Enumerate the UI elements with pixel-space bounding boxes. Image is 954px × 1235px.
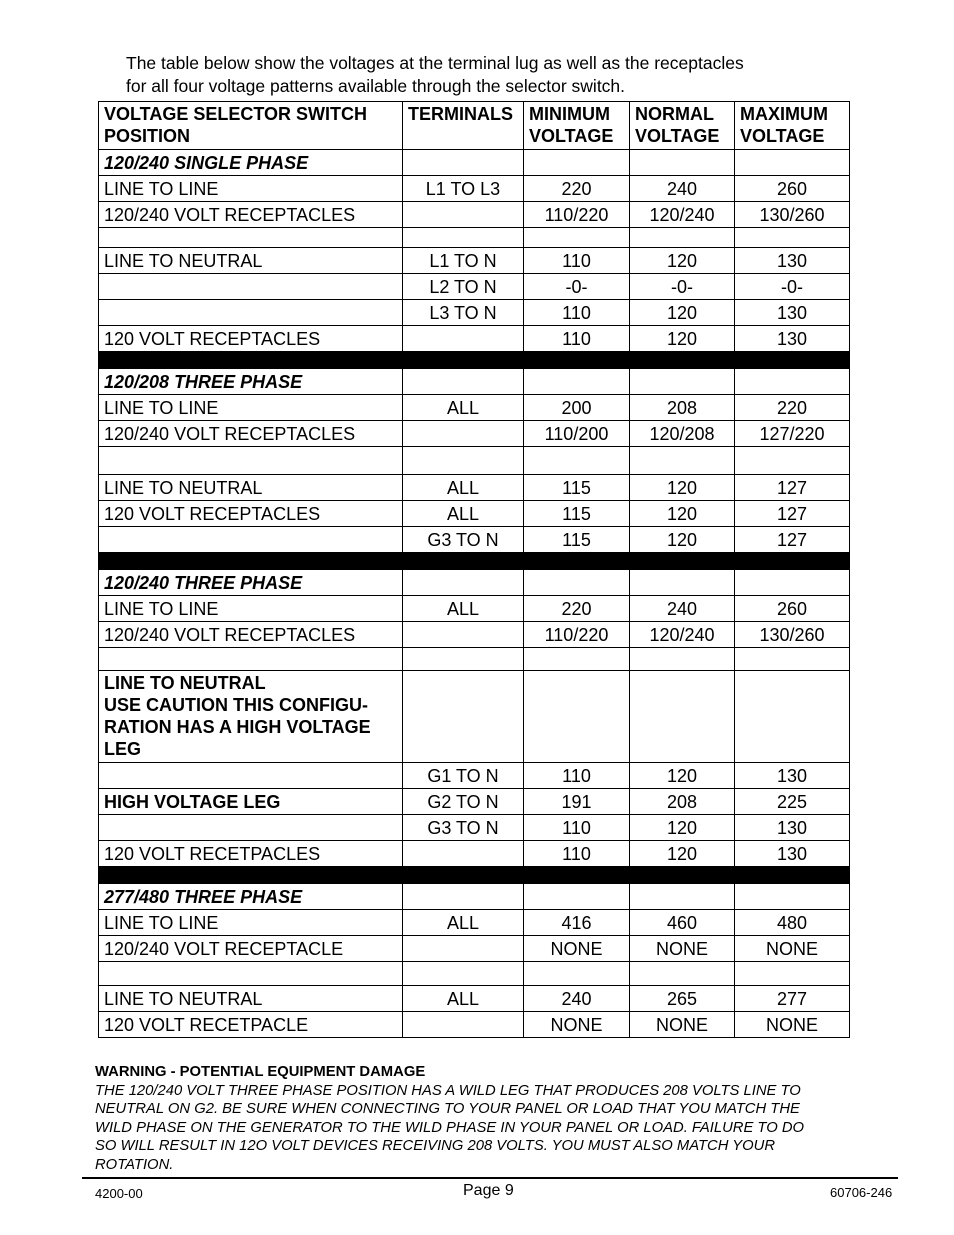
section-title: 277/480 THREE PHASE <box>99 884 403 910</box>
cell-terminals <box>403 326 524 352</box>
cell-normal: NONE <box>630 936 735 962</box>
caution-text <box>99 671 403 763</box>
cell-normal: 240 <box>630 176 735 202</box>
table-row <box>99 300 850 326</box>
table-row <box>99 248 850 274</box>
cell-maximum: 127 <box>735 501 850 527</box>
blank-row <box>99 228 850 248</box>
blank-row <box>99 962 850 986</box>
cell-terminals: G2 TO N <box>403 789 524 815</box>
footer-divider <box>82 1177 898 1179</box>
cell-maximum: 225 <box>735 789 850 815</box>
cell-position: 120 VOLT RECETPACLE <box>99 1012 403 1038</box>
blank-row <box>99 447 850 475</box>
warning-line: SO WILL RESULT IN 12O VOLT DEVICES RECEIVING 208 VOLTS. YOU MUST ALSO MATCH YOUR <box>95 1138 776 1155</box>
cell-maximum: 220 <box>735 395 850 421</box>
cell-position: 120 VOLT RECEPTACLES <box>99 326 403 352</box>
cell-terminals: L2 TO N <box>403 274 524 300</box>
intro-line: for all four voltage patterns available through the selector switch. <box>126 76 626 96</box>
cell-position <box>99 527 403 553</box>
cell-position: LINE TO LINE <box>99 395 403 421</box>
cell-minimum: 110 <box>524 326 630 352</box>
table-row <box>99 936 850 962</box>
cell-minimum: 110/220 <box>524 622 630 648</box>
cell-position: 120/240 VOLT RECEPTACLES <box>99 202 403 228</box>
cell-position: 120/240 VOLT RECEPTACLES <box>99 622 403 648</box>
section-title: 120/208 THREE PHASE <box>99 369 403 395</box>
cell-maximum: 130 <box>735 841 850 867</box>
cell-minimum: 115 <box>524 475 630 501</box>
cell-terminals: G3 TO N <box>403 815 524 841</box>
cell-maximum: NONE <box>735 936 850 962</box>
cell-minimum: 110/200 <box>524 421 630 447</box>
cell-maximum: 130/260 <box>735 202 850 228</box>
cell-maximum: NONE <box>735 1012 850 1038</box>
cell-maximum: 130/260 <box>735 622 850 648</box>
header-position: VOLTAGE SELECTOR SWITCH POSITION <box>99 102 403 150</box>
cell-minimum: NONE <box>524 1012 630 1038</box>
warning-line: WILD PHASE ON THE GENERATOR TO THE WILD PHASE IN YOUR PANEL OR LOAD. FAILURE TO DO <box>95 1119 805 1136</box>
cell-terminals <box>403 841 524 867</box>
header-minimum: MINIMUM VOLTAGE <box>524 102 630 150</box>
footer-doc-number: 4200-00 <box>95 1186 143 1201</box>
table-row <box>99 395 850 421</box>
table-row <box>99 274 850 300</box>
cell-minimum: 220 <box>524 596 630 622</box>
cell-normal: 460 <box>630 910 735 936</box>
table-row <box>99 501 850 527</box>
warning-block <box>95 1063 865 1175</box>
cell-maximum: 127/220 <box>735 421 850 447</box>
cell-normal: 120/208 <box>630 421 735 447</box>
caution-line: USE CAUTION THIS CONFIGU- <box>104 695 368 715</box>
table-row <box>99 326 850 352</box>
cell-minimum: 191 <box>524 789 630 815</box>
intro-line: The table below show the voltages at the terminal lug as well as the receptacles <box>126 53 744 73</box>
cell-terminals: ALL <box>403 501 524 527</box>
warning-line: THE 120/240 VOLT THREE PHASE POSITION HAS A WILD LEG THAT PRODUCES 208 VOLTS LINE TO <box>95 1082 801 1099</box>
warning-line: ROTATION. <box>95 1156 174 1173</box>
cell-maximum: 130 <box>735 248 850 274</box>
cell-normal: 120 <box>630 815 735 841</box>
cell-normal: 120 <box>630 763 735 789</box>
cell-terminals: ALL <box>403 986 524 1012</box>
table-row <box>99 527 850 553</box>
cell-terminals <box>403 202 524 228</box>
cell-maximum: 480 <box>735 910 850 936</box>
cell-position: 120 VOLT RECEPTACLES <box>99 501 403 527</box>
cell-terminals: ALL <box>403 395 524 421</box>
cell-normal: 240 <box>630 596 735 622</box>
section-title: 120/240 THREE PHASE <box>99 570 403 596</box>
cell-normal: -0- <box>630 274 735 300</box>
footer-page-number: Page 9 <box>463 1182 514 1199</box>
table-row <box>99 763 850 789</box>
caution-line: LINE TO NEUTRAL <box>104 673 266 693</box>
section-title-row <box>99 150 850 176</box>
cell-position: LINE TO LINE <box>99 176 403 202</box>
cell-minimum: 110/220 <box>524 202 630 228</box>
cell-maximum: 130 <box>735 763 850 789</box>
cell-minimum: 416 <box>524 910 630 936</box>
header-maximum: MAXIMUM VOLTAGE <box>735 102 850 150</box>
cell-minimum: 115 <box>524 501 630 527</box>
warning-line: NEUTRAL ON G2. BE SURE WHEN CONNECTING TO YOUR PANEL OR LOAD THAT YOU MATCH THE <box>95 1101 800 1118</box>
table-row <box>99 475 850 501</box>
cell-position <box>99 763 403 789</box>
cell-minimum: 110 <box>524 841 630 867</box>
cell-position: LINE TO NEUTRAL <box>99 475 403 501</box>
cell-terminals: L1 TO N <box>403 248 524 274</box>
cell-minimum: 110 <box>524 300 630 326</box>
cell-maximum: 127 <box>735 475 850 501</box>
table-row <box>99 841 850 867</box>
cell-minimum: 110 <box>524 248 630 274</box>
cell-minimum: 220 <box>524 176 630 202</box>
section-title-row <box>99 570 850 596</box>
cell-terminals: ALL <box>403 910 524 936</box>
cell-normal: 208 <box>630 395 735 421</box>
cell-maximum: 260 <box>735 596 850 622</box>
cell-normal: 120 <box>630 501 735 527</box>
cell-minimum: 200 <box>524 395 630 421</box>
table-row <box>99 1012 850 1038</box>
cell-terminals: G1 TO N <box>403 763 524 789</box>
cell-normal: NONE <box>630 1012 735 1038</box>
intro-text <box>126 52 846 98</box>
cell-position: 120/240 VOLT RECEPTACLE <box>99 936 403 962</box>
cell-normal: 120 <box>630 300 735 326</box>
table-row <box>99 622 850 648</box>
cell-terminals <box>403 1012 524 1038</box>
caution-row <box>99 671 850 763</box>
cell-position <box>99 274 403 300</box>
cell-maximum: 130 <box>735 300 850 326</box>
cell-normal: 120 <box>630 475 735 501</box>
section-divider <box>99 352 850 369</box>
warning-title: WARNING - POTENTIAL EQUIPMENT DAMAGE <box>95 1064 426 1080</box>
cell-terminals: ALL <box>403 475 524 501</box>
cell-maximum: 127 <box>735 527 850 553</box>
cell-position <box>99 815 403 841</box>
blank-row <box>99 648 850 671</box>
cell-normal: 120 <box>630 841 735 867</box>
cell-terminals <box>403 622 524 648</box>
cell-position: LINE TO NEUTRAL <box>99 248 403 274</box>
cell-position: LINE TO LINE <box>99 910 403 936</box>
cell-maximum: 260 <box>735 176 850 202</box>
cell-position <box>99 300 403 326</box>
header-normal: NORMAL VOLTAGE <box>630 102 735 150</box>
cell-minimum: 110 <box>524 815 630 841</box>
table-row <box>99 421 850 447</box>
section-title-row <box>99 884 850 910</box>
header-terminals: TERMINALS <box>403 102 524 150</box>
cell-terminals: L1 TO L3 <box>403 176 524 202</box>
cell-maximum: 277 <box>735 986 850 1012</box>
cell-terminals <box>403 421 524 447</box>
cell-normal: 208 <box>630 789 735 815</box>
cell-normal: 120/240 <box>630 202 735 228</box>
cell-normal: 120/240 <box>630 622 735 648</box>
cell-minimum: NONE <box>524 936 630 962</box>
section-title: 120/240 SINGLE PHASE <box>99 150 403 176</box>
cell-position: LINE TO LINE <box>99 596 403 622</box>
cell-normal: 265 <box>630 986 735 1012</box>
section-divider <box>99 867 850 884</box>
table-row <box>99 202 850 228</box>
cell-maximum: -0- <box>735 274 850 300</box>
cell-minimum: 115 <box>524 527 630 553</box>
cell-terminals: ALL <box>403 596 524 622</box>
table-row <box>99 176 850 202</box>
cell-position: HIGH VOLTAGE LEG <box>99 789 403 815</box>
footer-part-number: 60706-246 <box>830 1185 893 1200</box>
caution-line: LEG <box>104 739 142 759</box>
table-row <box>99 986 850 1012</box>
table-row <box>99 596 850 622</box>
table-row <box>99 789 850 815</box>
cell-minimum: -0- <box>524 274 630 300</box>
table-row <box>99 910 850 936</box>
cell-maximum: 130 <box>735 815 850 841</box>
cell-terminals: L3 TO N <box>403 300 524 326</box>
cell-normal: 120 <box>630 527 735 553</box>
cell-position: 120/240 VOLT RECEPTACLES <box>99 421 403 447</box>
cell-normal: 120 <box>630 326 735 352</box>
section-divider <box>99 553 850 570</box>
voltage-table <box>98 101 850 1038</box>
section-title-row <box>99 369 850 395</box>
table-row <box>99 815 850 841</box>
cell-minimum: 240 <box>524 986 630 1012</box>
cell-maximum: 130 <box>735 326 850 352</box>
cell-terminals: G3 TO N <box>403 527 524 553</box>
cell-terminals <box>403 936 524 962</box>
cell-position: 120 VOLT RECETPACLES <box>99 841 403 867</box>
cell-position: LINE TO NEUTRAL <box>99 986 403 1012</box>
caution-line: RATION HAS A HIGH VOLTAGE <box>104 717 371 737</box>
cell-normal: 120 <box>630 248 735 274</box>
cell-minimum: 110 <box>524 763 630 789</box>
table-header-row <box>99 102 850 150</box>
